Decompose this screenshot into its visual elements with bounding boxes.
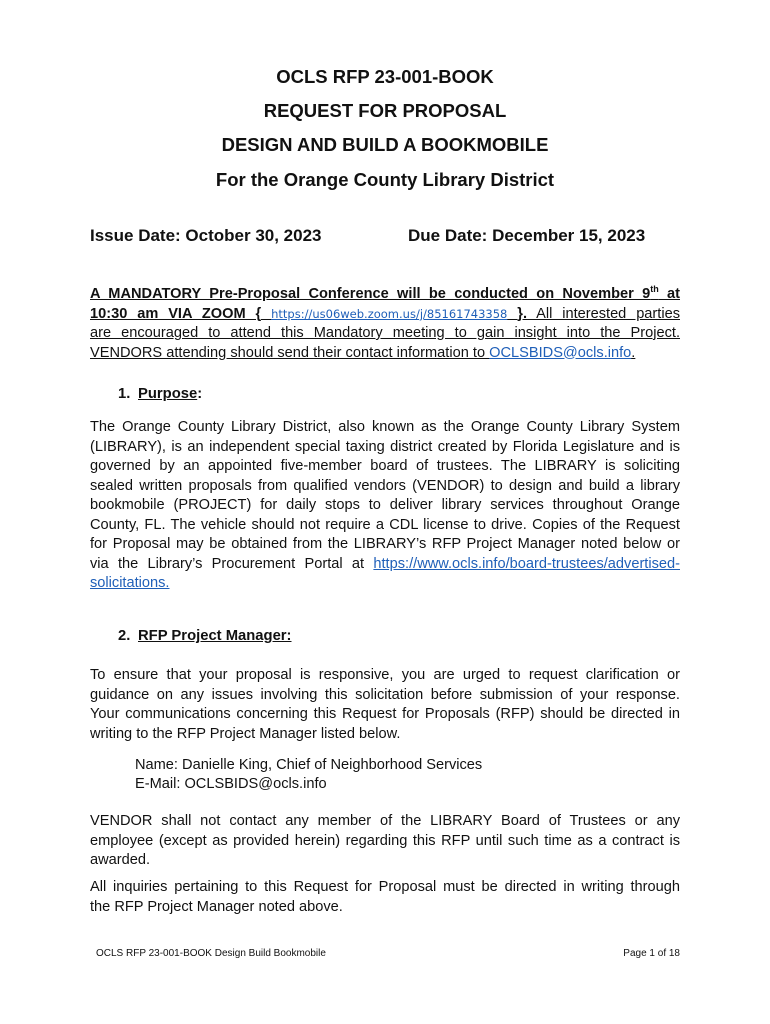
rfp-type-title: REQUEST FOR PROPOSAL xyxy=(263,100,507,121)
district-title: For the Orange County Library District xyxy=(215,169,555,190)
inquiries-line: All inquiries pertaining to this Request for Proposal must be directed in writing through xyxy=(90,879,680,895)
purpose-line: governed by an appointed five-member board of trustees. The LIBRARY is soliciting xyxy=(90,458,680,474)
no-contact-paragraph xyxy=(90,812,680,871)
pm-line: Your communications concerning this Request for Proposals (RFP) should be directed in xyxy=(90,706,680,722)
purpose-paragraph xyxy=(90,418,680,594)
mandatory-text-2c: All interested parties xyxy=(527,305,680,322)
procurement-portal-link[interactable]: https://www.ocls.info/board-trustees/advertised- xyxy=(373,555,680,572)
purpose-line: via the Library’s Procurement Portal at xyxy=(90,555,374,572)
due-date: Due Date: December 15, 2023 xyxy=(408,226,646,245)
purpose-line: County, FL. The vehicle should not require a CDL license to drive. Copies of the Request xyxy=(90,516,680,533)
mandatory-text-1: A MANDATORY Pre-Proposal Conference will be conducted on November 9 xyxy=(90,286,651,302)
mandatory-text-4b: . xyxy=(631,344,636,361)
inquiries-line: the RFP Project Manager noted above. xyxy=(90,898,343,915)
mandatory-text-4: VENDORS attending should send their contact information to xyxy=(90,344,490,361)
project-title: DESIGN AND BUILD A BOOKMOBILE xyxy=(221,134,549,155)
purpose-line: (LIBRARY), is an independent special taxing district created by Florida Legislature and is xyxy=(90,438,680,455)
mandatory-text-2b: }. xyxy=(507,305,528,322)
pm-line: guidance on any issues involving this solicitation before submission of your response. xyxy=(90,686,680,703)
pm-line: writing to the RFP Project Manager listed below. xyxy=(90,725,401,742)
pm-line: To ensure that your proposal is responsive, you are urged to request clarification or xyxy=(90,667,680,683)
purpose-line: for Proposal may be obtained from the LIBRARY’s RFP Project Manager noted below or xyxy=(90,536,680,552)
section-1-title: Purpose xyxy=(138,386,198,402)
mandatory-text-3: are encouraged to attend this Mandatory meeting to gain insight into the Project. xyxy=(90,325,680,341)
mandatory-text-1b: at xyxy=(658,286,680,302)
footer-document-name: OCLS RFP 23-001-BOOK Design Build Bookmobile xyxy=(96,948,326,959)
section-2-heading xyxy=(118,628,292,644)
section-2-number: 2. xyxy=(118,628,131,644)
section-1-number: 1. xyxy=(118,386,131,402)
section-2-title: RFP Project Manager: xyxy=(138,628,292,644)
contact-name: Name: Danielle King, Chief of Neighborhood Services xyxy=(135,757,483,773)
no-contact-line: VENDOR shall not contact any member of the LIBRARY Board of Trustees or any xyxy=(90,813,680,829)
email-link[interactable]: OCLSBIDS@ocls.info xyxy=(489,344,632,361)
mandatory-conference-notice xyxy=(90,285,680,363)
zoom-link[interactable]: https://us06web.zoom.us/j/85161743358 xyxy=(271,306,508,321)
dates-row xyxy=(90,226,680,248)
mandatory-text-2: 10:30 am VIA ZOOM { xyxy=(90,305,272,322)
mandatory-sup: th xyxy=(650,284,659,295)
section-1-heading xyxy=(118,386,202,402)
project-manager-paragraph xyxy=(90,666,680,744)
purpose-line: The Orange County Library District, also known as the Orange County Library System xyxy=(90,419,680,435)
rfp-number-title: OCLS RFP 23-001-BOOK xyxy=(276,66,494,87)
procurement-portal-link-cont[interactable]: solicitations. xyxy=(90,575,170,591)
purpose-line: bookmobile (PROJECT) for daily stops to deliver library services throughout Orange xyxy=(90,497,680,513)
footer-page-number: Page 1 of 18 xyxy=(623,948,680,959)
section-1-colon: : xyxy=(197,386,203,402)
no-contact-line: awarded. xyxy=(90,852,151,868)
contact-email: E-Mail: OCLSBIDS@ocls.info xyxy=(135,776,327,792)
purpose-line: sealed written proposals from qualified vendors (VENDOR) to design and build a library xyxy=(90,477,680,494)
issue-date: Issue Date: October 30, 2023 xyxy=(90,226,322,245)
inquiries-paragraph xyxy=(90,878,680,917)
no-contact-line: employee (except as provided herein) regarding this RFP until such time as a contract is xyxy=(90,832,680,849)
